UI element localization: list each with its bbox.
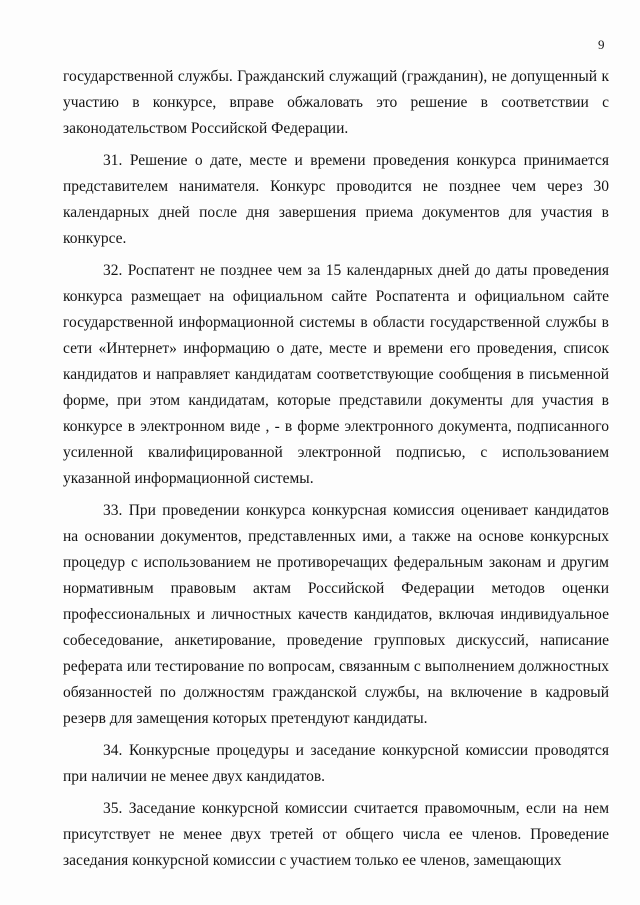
paragraph-continuation: государственной службы. Гражданский служащий (гражданин), не допущенный к участию в конкурсе, вправе обжаловать это решение в соответствии с законодательством Российской Федерации. (63, 68, 609, 137)
page-number: 9 (598, 37, 605, 52)
document-body (63, 64, 609, 880)
paragraph-33: 33. При проведении конкурса конкурсная комиссия оценивает кандидатов на основании документов, представленных ими, а также на основе конкурсных процедур с использованием не противоречащих федеральным законам и другим нормативным правовым актам Российской Федерации методов оценки профессиональных и личностных качеств кандидатов, включая индивидуальное собеседование, анкетирование, проведение групповых дискуссий, написание реферата или тестирование по вопросам, связанным с выполнением должностных обязанностей по должностям гражданской службы, на включение в кадровый резерв для замещения которых претендуют кандидаты. (63, 502, 609, 727)
paragraph-35: 35. Заседание конкурсной комиссии считается правомочным, если на нем присутствует не менее двух третей от общего числа ее членов. Проведение заседания конкурсной комиссии с участием только ее членов, замещающих (63, 800, 609, 869)
paragraph-32: 32. Роспатент не позднее чем за 15 календарных дней до даты проведения конкурса размещает на официальном сайте Роспатента и официальном сайте государственной информационной системы в области государственной службы в сети «Интернет» информацию о дате, месте и времени его проведения, список кандидатов и направляет кандидатам соответствующие сообщения в письменной форме, при этом кандидатам, которые представили документы для участия в конкурсе в электронном виде , - в форме электронного документа, подписанного усиленной квалифицированной электронной подписью, с использованием указанной информационной системы. (63, 262, 609, 487)
paragraph-31: 31. Решение о дате, месте и времени проведения конкурса принимается представителем нанимателя. Конкурс проводится не позднее чем через 30 календарных дней после дня завершения приема документов для участия в конкурсе. (63, 152, 609, 247)
paragraph-34: 34. Конкурсные процедуры и заседание конкурсной комиссии проводятся при наличии не менее двух кандидатов. (63, 742, 609, 785)
